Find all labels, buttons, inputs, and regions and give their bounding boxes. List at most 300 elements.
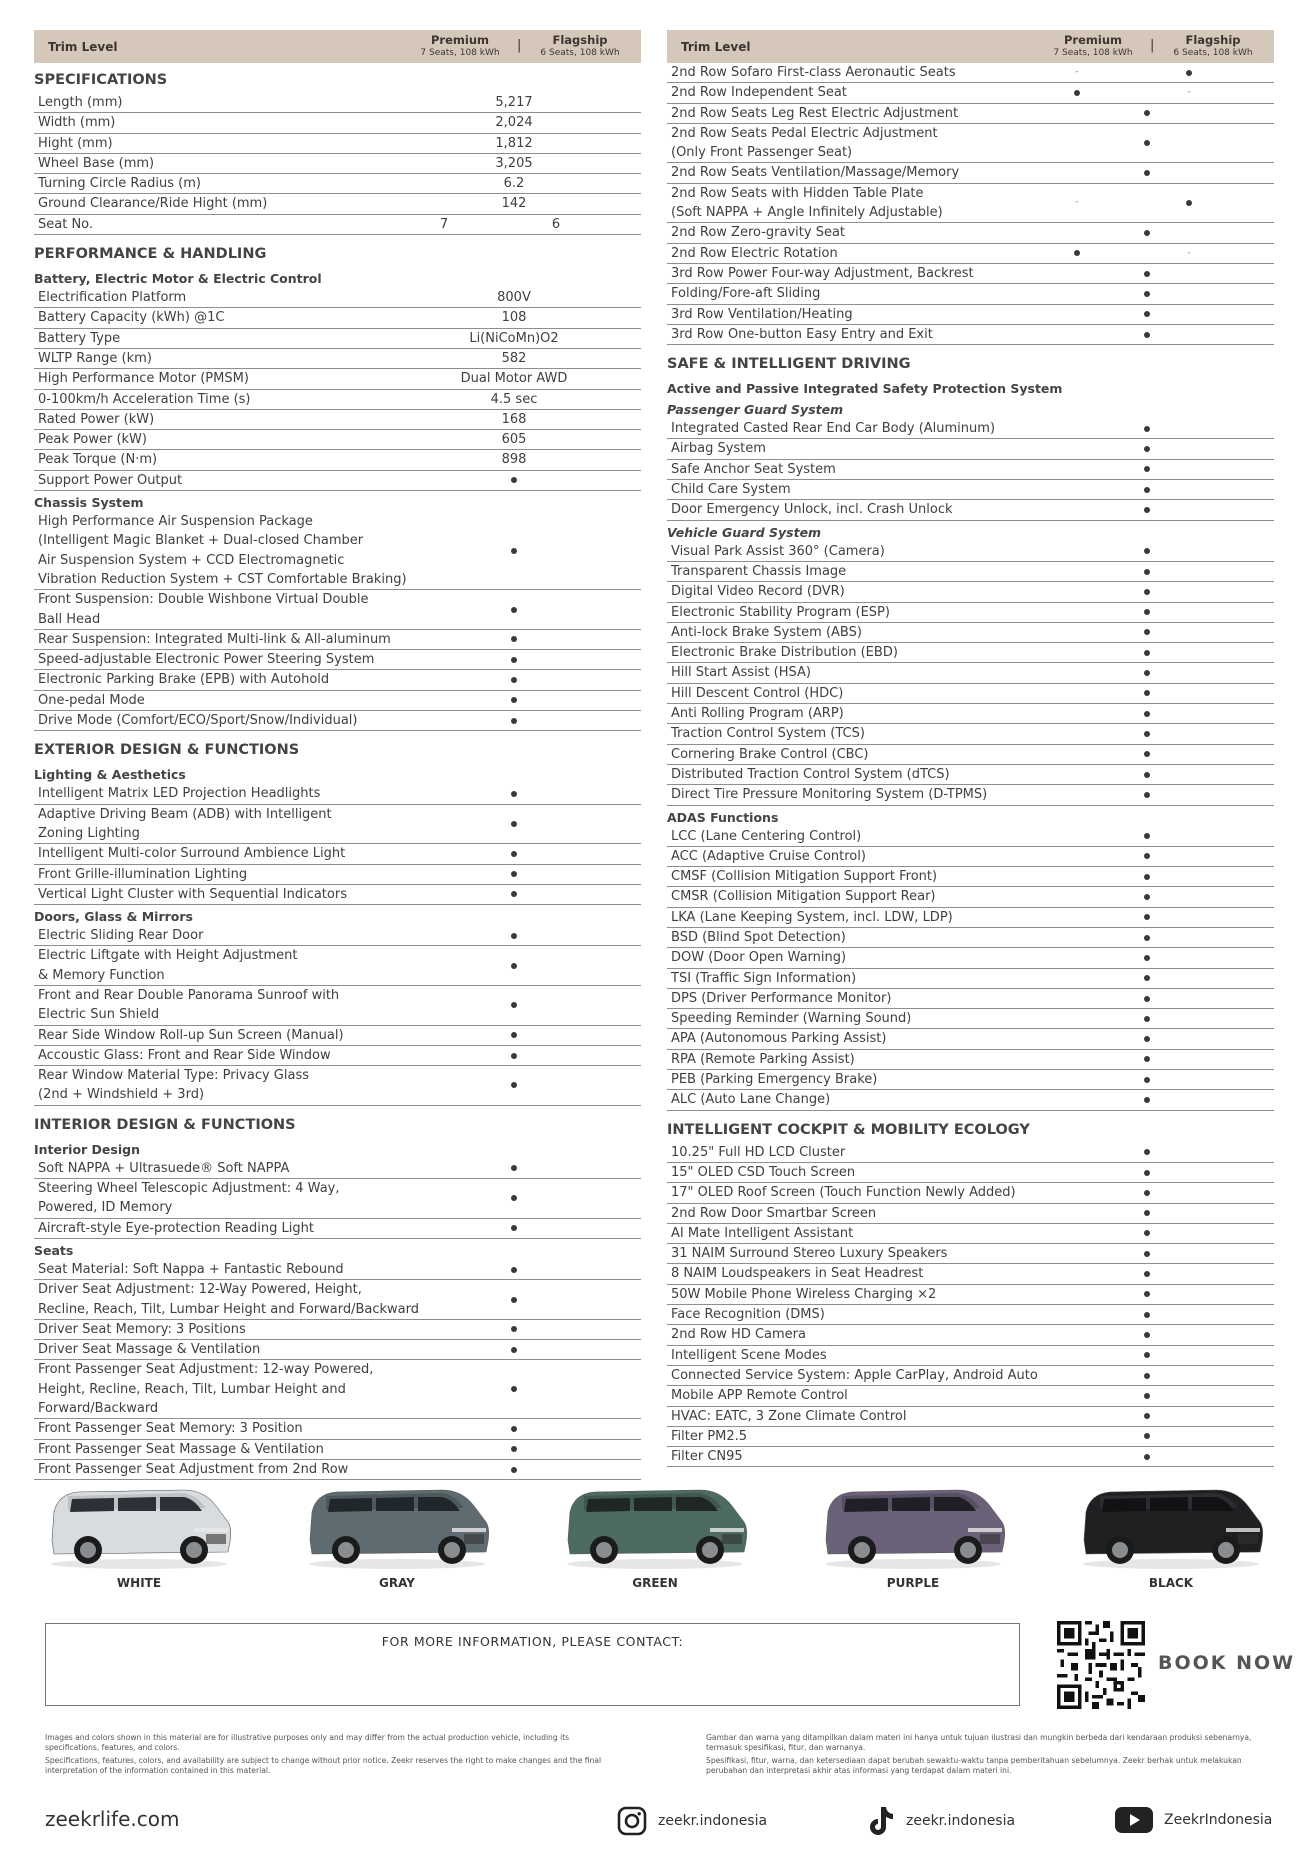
color-name: PURPLE [886, 1576, 940, 1590]
color-option-purple[interactable] [818, 1478, 1008, 1598]
spec-label: One-pedal Mode [38, 692, 145, 708]
spec-row-8-naim-loudspeakers-in-seat-headrest [667, 1264, 1274, 1284]
header-separator: | [1150, 38, 1155, 53]
dot-icon [1144, 507, 1150, 513]
spec-label: Electronic Stability Program (ESP) [671, 604, 890, 620]
spec-label: Digital Video Record (DVR) [671, 584, 845, 600]
dot-icon [511, 1165, 517, 1171]
spec-row-front-passenger-seat-adjustment-12-way-p [34, 1360, 641, 1419]
premium-value [1027, 244, 1127, 263]
spec-label: CMSF (Collision Mitigation Support Front) [671, 869, 938, 885]
spec-label: Child Care System [671, 482, 791, 498]
spec-label: Hight (mm) [38, 135, 113, 151]
car-image [560, 1478, 750, 1572]
standard-dot [1087, 1386, 1207, 1405]
disclaimer-text: Gambar dan warna yang ditampilkan dalam materi ini hanya untuk tujuan ilustrasi dan mungkin berbeda dari kendaraan produksi sebenarnya, termasuk spesifikasi, fitur, dan warnanya. [706, 1733, 1252, 1752]
spec-row-peak-torque-n-m [34, 450, 641, 470]
spec-row-0-100km-h-acceleration-time-s [34, 390, 641, 410]
spec-row-vertical-light-cluster-with-sequential-i [34, 885, 641, 905]
tiktok-link[interactable] [866, 1805, 1015, 1837]
dot-icon [1144, 271, 1150, 277]
standard-dot [1087, 1009, 1207, 1028]
spec-value: 168 [501, 411, 527, 427]
standard-dot [1087, 1427, 1207, 1446]
standard-dot [454, 691, 574, 710]
spec-row-17-oled-roof-screen-touch-function-newly [667, 1183, 1274, 1203]
standard-dot [454, 926, 574, 945]
premium-value [1027, 63, 1127, 82]
spec-row-electric-sliding-rear-door [34, 926, 641, 946]
dot-icon [511, 697, 517, 703]
spec-row-ground-clearance-ride-hight-mm [34, 194, 641, 214]
spec-row-turning-circle-radius-m [34, 174, 641, 194]
spec-row-wheel-base-mm [34, 154, 641, 174]
spec-label: 10.25" Full HD LCD Cluster [671, 1144, 846, 1160]
standard-dot [1087, 104, 1207, 123]
standard-dot [454, 1419, 574, 1438]
standard-dot [1087, 1407, 1207, 1426]
spec-row-anti-lock-brake-system-abs [667, 623, 1274, 643]
spec-label: Front Grille-illumination Lighting [38, 866, 248, 882]
premium-value [394, 215, 494, 234]
standard-dot [1087, 124, 1207, 163]
standard-dot [1087, 439, 1207, 458]
standard-dot [454, 650, 574, 669]
dot-icon [1144, 589, 1150, 595]
spec-row-speed-adjustable-electronic-power-steeri [34, 650, 641, 670]
spec-label: Distributed Traction Control System (dTCS) [671, 766, 950, 782]
premium-text: - [1075, 197, 1079, 208]
flagship-value [1139, 184, 1239, 223]
dot-icon [511, 636, 517, 642]
spec-value: 4.5 sec [490, 391, 538, 407]
spec-label: Rear Suspension: Integrated Multi-link & All-aluminum [38, 631, 391, 647]
spec-row-transparent-chassis-image [667, 562, 1274, 582]
spec-row-cornering-brake-control-cbc [667, 745, 1274, 765]
spec-label: Rear Side Window Roll-up Sun Screen (Manual) [38, 1027, 344, 1043]
trim-flagship-name: Flagship [552, 33, 608, 47]
dot-icon [1144, 446, 1150, 452]
dot-icon [1144, 1312, 1150, 1318]
color-name: GRAY [379, 1576, 415, 1590]
youtube-icon [1114, 1805, 1154, 1835]
dot-icon [1144, 1056, 1150, 1062]
subsection-title: Active and Passive Integrated Safety Protection System [667, 381, 1063, 397]
spec-row-15-oled-csd-touch-screen [667, 1163, 1274, 1183]
premium-text: 7 [439, 216, 449, 232]
spec-label: APA (Autonomous Parking Assist) [671, 1031, 887, 1047]
spec-row-2nd-row-hd-camera [667, 1325, 1274, 1345]
dot-icon [1074, 250, 1080, 256]
spec-row-front-passenger-seat-massage-ventilation [34, 1440, 641, 1460]
standard-dot [454, 1320, 574, 1339]
standard-dot [454, 946, 574, 985]
spec-row-high-performance-air-suspension-package- [34, 512, 641, 590]
spec-row-tsi-traffic-sign-information [667, 969, 1274, 989]
website-link[interactable]: zeekrlife.com [45, 1807, 180, 1831]
dot-icon [1144, 110, 1150, 116]
spec-label: LCC (Lane Centering Control) [671, 828, 862, 844]
spec-label: Hill Descent Control (HDC) [671, 685, 844, 701]
spec-row-width-mm [34, 113, 641, 133]
spec-label: Steering Wheel Telescopic Adjustment: 4 Way, Powered, ID Memory [38, 1181, 340, 1216]
dot-icon [1144, 332, 1150, 338]
spec-label: 2nd Row Sofaro First-class Aeronautic Seats [671, 65, 956, 80]
spec-row-peb-parking-emergency-brake [667, 1070, 1274, 1090]
standard-dot [1087, 623, 1207, 642]
standard-dot [454, 1440, 574, 1459]
spec-label: Rear Window Material Type: Privacy Glass (2nd + Windshield + 3rd) [38, 1068, 309, 1103]
dot-icon [511, 1297, 517, 1303]
disclaimer-text: Specifications, features, colors, and availability are subject to change without prior notice. Zeekr reserves the right to make changes and the final interpretation of the information contained in this material. [45, 1756, 602, 1775]
dot-icon [1144, 1251, 1150, 1257]
spec-row-dps-driver-performance-monitor [667, 989, 1274, 1009]
dot-icon [1144, 1332, 1150, 1338]
spec-label: Front Passenger Seat Massage & Ventilation [38, 1441, 324, 1457]
dot-icon [1144, 1170, 1150, 1176]
premium-value [1027, 83, 1127, 102]
standard-dot [1087, 1070, 1207, 1089]
spec-row-direct-tire-pressure-monitoring-system-d [667, 785, 1274, 805]
spec-label: Driver Seat Adjustment: 12-Way Powered, Height, Recline, Reach, Tilt, Lumbar Height and Forward/Backward [38, 1282, 420, 1317]
dot-icon [511, 1347, 517, 1353]
spec-row-seat-material-soft-nappa-fantastic-rebou [34, 1260, 641, 1280]
spec-label: LKA (Lane Keeping System, incl. LDW, LDP) [671, 909, 953, 925]
dot-icon [1144, 609, 1150, 615]
dot-icon [511, 1446, 517, 1452]
standard-dot [1087, 562, 1207, 581]
dot-icon [511, 657, 517, 663]
spec-row-rear-suspension-integrated-multi-link-al [34, 630, 641, 650]
spec-label: Seat Material: Soft Nappa + Fantastic Rebound [38, 1261, 344, 1277]
spec-row-dow-door-open-warning [667, 948, 1274, 968]
spec-row-cmsf-collision-mitigation-support-front [667, 867, 1274, 887]
dot-icon [511, 1467, 517, 1473]
dot-icon [511, 477, 517, 483]
spec-row-hill-descent-control-hdc [667, 684, 1274, 704]
trim-premium-name: Premium [431, 33, 489, 47]
standard-dot [1087, 663, 1207, 682]
contact-label: FOR MORE INFORMATION, PLEASE CONTACT: [381, 1634, 684, 1649]
spec-label: High Performance Motor (PMSM) [38, 371, 249, 387]
qr-code[interactable] [1057, 1621, 1145, 1709]
instagram-handle: zeekr.indonesia [658, 1813, 768, 1829]
dot-icon [1144, 1016, 1150, 1022]
spec-value: 3,205 [495, 155, 533, 171]
standard-dot [454, 1046, 574, 1065]
spec-row-front-grille-illumination-lighting [34, 865, 641, 885]
subsection-title: ADAS Functions [667, 809, 779, 825]
section-title: INTELLIGENT COCKPIT & MOBILITY ECOLOGY [667, 1121, 1030, 1138]
spec-label: Aircraft-style Eye-protection Reading Light [38, 1220, 314, 1236]
dot-icon [511, 1002, 517, 1008]
spec-label: Accoustic Glass: Front and Rear Side Window [38, 1047, 331, 1063]
spec-row-safe-anchor-seat-system [667, 460, 1274, 480]
spec-label: 8 NAIM Loudspeakers in Seat Headrest [671, 1266, 924, 1282]
spec-row-acc-adaptive-cruise-control [667, 847, 1274, 867]
book-now-button[interactable]: BOOK NOW [1158, 1652, 1296, 1674]
dot-icon [1144, 1413, 1150, 1419]
standard-dot [1087, 264, 1207, 283]
dot-icon [1144, 569, 1150, 575]
spec-label: Peak Torque (N·m) [38, 452, 158, 468]
dot-icon [1144, 140, 1150, 146]
footer [0, 1805, 1310, 1841]
spec-label: Length (mm) [38, 95, 123, 110]
spec-row-hight-mm [34, 134, 641, 154]
spec-row-aircraft-style-eye-protection-reading-li [34, 1219, 641, 1239]
dot-icon [1144, 874, 1150, 880]
tiktok-handle: zeekr.indonesia [906, 1813, 1016, 1829]
spec-rows-left [34, 63, 641, 1480]
spec-row-high-performance-motor-pmsm [34, 369, 641, 389]
standard-dot [1087, 1204, 1207, 1223]
spec-label: 50W Mobile Phone Wireless Charging ×2 [671, 1286, 937, 1302]
spec-label: 31 NAIM Surround Stereo Luxury Speakers [671, 1246, 948, 1262]
dot-icon [511, 1082, 517, 1088]
standard-dot [1087, 724, 1207, 743]
dot-icon [511, 791, 517, 797]
standard-dot [1087, 1224, 1207, 1243]
spec-label: Driver Seat Memory: 3 Positions [38, 1321, 246, 1337]
standard-dot [1087, 887, 1207, 906]
dot-icon [511, 1386, 517, 1392]
car-image [302, 1478, 492, 1572]
spec-row-filter-cn95 [667, 1447, 1274, 1467]
spec-row-front-passenger-seat-memory-3-position [34, 1419, 641, 1439]
spec-label: 2nd Row Door Smartbar Screen [671, 1205, 877, 1221]
spec-row-wltp-range-km [34, 349, 641, 369]
spec-row-intelligent-scene-modes [667, 1346, 1274, 1366]
dot-icon [511, 1326, 517, 1332]
spec-row-accoustic-glass-front-and-rear-side-wind [34, 1046, 641, 1066]
spec-label: Battery Type [38, 330, 121, 346]
disclaimer-text: Spesifikasi, fitur, warna, dan ketersediaan dapat berubah sewaktu-waktu tanpa pemberitahuan sebelumnya. Zeekr berhak untuk melakukan perubahan dan interpretasi akhir atas informasi yang terdapat dalam materi ini. [706, 1756, 1242, 1775]
spec-table-right [667, 30, 1274, 1467]
spec-label: 2nd Row Zero-gravity Seat [671, 225, 846, 241]
spec-label: Front Passenger Seat Adjustment: 12-way Powered, Height, Recline, Reach, Tilt, Lumbar Height and Forward/Backward [38, 1362, 374, 1417]
spec-label: High Performance Air Suspension Package (Intelligent Magic Blanket + Dual-closed Chamber Air Suspension System + CCD Electromagnetic Vibration Reduction System + CST Comfortable Braking) [38, 514, 407, 587]
spec-row-2nd-row-seats-ventilation-massage-memory [667, 163, 1274, 183]
spec-row-front-and-rear-double-panorama-sunroof-w [34, 986, 641, 1026]
flagship-text: - [1187, 247, 1191, 258]
spec-label: Vertical Light Cluster with Sequential Indicators [38, 886, 347, 902]
color-name: WHITE [116, 1576, 162, 1590]
dot-icon [1144, 487, 1150, 493]
standard-dot [454, 1066, 574, 1105]
dot-icon [511, 933, 517, 939]
youtube-link[interactable] [1114, 1805, 1272, 1835]
dot-icon [1144, 1373, 1150, 1379]
standard-dot [1087, 969, 1207, 988]
standard-dot [1087, 928, 1207, 947]
dot-icon [1144, 975, 1150, 981]
table-header [667, 30, 1274, 63]
standard-dot [1087, 1183, 1207, 1202]
spec-row-3rd-row-one-button-easy-entry-and-exit [667, 325, 1274, 345]
trim-flagship-detail: 6 Seats, 108 kWh [1173, 48, 1253, 58]
spec-label: 2nd Row HD Camera [671, 1327, 806, 1343]
standard-dot [454, 1159, 574, 1178]
spec-row-driver-seat-memory-3-positions [34, 1320, 641, 1340]
spec-label: 3rd Row Ventilation/Heating [671, 306, 853, 322]
spec-rows-right [667, 63, 1274, 1467]
instagram-link[interactable] [616, 1805, 767, 1837]
spec-label: Airbag System [671, 441, 766, 457]
dot-icon [511, 677, 517, 683]
flagship-text: 6 [551, 216, 561, 232]
dot-icon [511, 1426, 517, 1432]
standard-dot [1087, 908, 1207, 927]
spec-value: 1,812 [495, 135, 533, 151]
spec-row-electronic-stability-program-esp [667, 603, 1274, 623]
header-separator: | [517, 38, 522, 53]
spec-label: Drive Mode (Comfort/ECO/Sport/Snow/Individual) [38, 713, 358, 729]
spec-label: Intelligent Matrix LED Projection Headlights [38, 786, 321, 802]
spec-row-speeding-reminder-warning-sound [667, 1009, 1274, 1029]
dot-icon [511, 1195, 517, 1201]
dot-icon [1144, 853, 1150, 859]
spec-row-electronic-brake-distribution-ebd [667, 643, 1274, 663]
standard-dot [1087, 1325, 1207, 1344]
dot-icon [1144, 731, 1150, 737]
spec-row-filter-pm2-5 [667, 1427, 1274, 1447]
spec-label: Anti-lock Brake System (ABS) [671, 624, 862, 640]
premium-text: - [1075, 67, 1079, 77]
standard-dot [1087, 867, 1207, 886]
standard-dot [1087, 1244, 1207, 1263]
standard-dot [1087, 582, 1207, 601]
spec-label: Filter PM2.5 [671, 1428, 748, 1444]
standard-dot [1087, 1264, 1207, 1283]
dot-icon [1144, 792, 1150, 798]
spec-label: Seat No. [38, 216, 94, 232]
spec-row-3rd-row-ventilation-heating [667, 305, 1274, 325]
trim-flagship-detail: 6 Seats, 108 kWh [540, 48, 620, 58]
spec-label: 0-100km/h Acceleration Time (s) [38, 391, 251, 407]
flagship-text: - [1187, 87, 1191, 98]
spec-row-driver-seat-adjustment-12-way-powered-he [34, 1280, 641, 1320]
dot-icon [1144, 772, 1150, 778]
dot-icon [1144, 690, 1150, 696]
spec-row-lka-lane-keeping-system-incl-ldw-ldp [667, 908, 1274, 928]
standard-dot [1087, 704, 1207, 723]
instagram-icon [616, 1805, 648, 1837]
spec-row-rear-window-material-type-privacy-glass- [34, 1066, 641, 1106]
subsection-title: Chassis System [34, 495, 144, 511]
section-title: SAFE & INTELLIGENT DRIVING [667, 356, 911, 373]
spec-row-battery-type [34, 329, 641, 349]
dot-icon [1144, 1454, 1150, 1460]
spec-row-digital-video-record-dvr [667, 582, 1274, 602]
standard-dot [1087, 500, 1207, 519]
car-image [818, 1478, 1008, 1572]
trim-premium-detail: 7 Seats, 108 kWh [420, 48, 500, 58]
spec-row-electronic-parking-brake-epb-with-autoho [34, 670, 641, 690]
spec-label: ALC (Auto Lane Change) [671, 1092, 831, 1108]
standard-dot [1087, 1029, 1207, 1048]
spec-row-2nd-row-seats-with-hidden-table-plate-so [667, 184, 1274, 224]
spec-label: 2nd Row Seats with Hidden Table Plate (Soft NAPPA + Angle Infinitely Adjustable) [671, 185, 943, 221]
spec-value: 2,024 [495, 115, 533, 131]
standard-dot [1087, 542, 1207, 561]
spec-row-mobile-app-remote-control [667, 1386, 1274, 1406]
color-option-green[interactable] [560, 1478, 750, 1598]
dot-icon [1144, 711, 1150, 717]
standard-dot [454, 1219, 574, 1238]
spec-value: 108 [501, 310, 527, 326]
flagship-value [1139, 63, 1239, 82]
color-option-white[interactable] [44, 1478, 234, 1598]
standard-dot [1087, 1050, 1207, 1069]
spec-label: DOW (Door Open Warning) [671, 950, 847, 966]
subsection-title: Lighting & Aesthetics [34, 767, 186, 783]
dot-icon [1144, 833, 1150, 839]
section-title: SPECIFICATIONS [34, 72, 168, 88]
standard-dot [1087, 1143, 1207, 1162]
dot-icon [511, 1225, 517, 1231]
spec-row-distributed-traction-control-system-dtcs [667, 765, 1274, 785]
disclaimer-text: Images and colors shown in this material are for illustrative purposes only and may differ from the actual production vehicle, including its specifications, features, and colors. [45, 1733, 570, 1752]
dot-icon [511, 1053, 517, 1059]
spec-label: 2nd Row Electric Rotation [671, 245, 838, 261]
dot-icon [1144, 311, 1150, 317]
spec-label: Electric Liftgate with Height Adjustment & Memory Function [38, 948, 298, 983]
spec-table-left [34, 30, 641, 1480]
spec-row-front-suspension-double-wishbone-virtual [34, 590, 641, 630]
standard-dot [454, 1260, 574, 1279]
trim-premium [410, 33, 510, 59]
color-option-gray[interactable] [302, 1478, 492, 1598]
spec-label: ACC (Adaptive Cruise Control) [671, 848, 866, 864]
spec-label: Hill Start Assist (HSA) [671, 665, 811, 681]
trim-level-label: Trim Level [681, 40, 751, 54]
spec-label: Wheel Base (mm) [38, 155, 155, 171]
standard-dot [454, 1026, 574, 1045]
spec-row-lcc-lane-centering-control [667, 827, 1274, 847]
spec-row-cmsr-collision-mitigation-support-rear [667, 887, 1274, 907]
spec-value: Dual Motor AWD [460, 371, 568, 387]
color-options [0, 1478, 1310, 1598]
standard-dot [1087, 1366, 1207, 1385]
spec-label: Cornering Brake Control (CBC) [671, 746, 869, 762]
color-option-black[interactable] [1076, 1478, 1266, 1598]
section-title: PERFORMANCE & HANDLING [34, 246, 267, 263]
dot-icon [1144, 466, 1150, 472]
spec-label: Electrification Platform [38, 290, 187, 306]
standard-dot [454, 471, 574, 490]
color-name: GREEN [632, 1576, 678, 1590]
spec-row-battery-capacity-kwh-1c [34, 308, 641, 328]
dot-icon [1144, 1291, 1150, 1297]
dot-icon [511, 891, 517, 897]
dot-icon [1144, 751, 1150, 757]
standard-dot [1087, 460, 1207, 479]
spec-label: Battery Capacity (kWh) @1C [38, 310, 225, 326]
dot-icon [1144, 1190, 1150, 1196]
spec-label: Intelligent Multi-color Surround Ambience Light [38, 846, 346, 862]
section-title: INTERIOR DESIGN & FUNCTIONS [34, 1116, 296, 1133]
flagship-value [1139, 83, 1239, 102]
spec-row-rear-side-window-roll-up-sun-screen-manu [34, 1026, 641, 1046]
spec-label: Front and Rear Double Panorama Sunroof with Electric Sun Shield [38, 987, 340, 1023]
spec-row-50w-mobile-phone-wireless-charging-2 [667, 1285, 1274, 1305]
spec-value: 800V [497, 290, 531, 306]
spec-row-rated-power-kw [34, 410, 641, 430]
standard-dot [454, 865, 574, 884]
spec-label: 2nd Row Seats Pedal Electric Adjustment (Only Front Passenger Seat) [671, 125, 938, 161]
spec-label: Electronic Parking Brake (EPB) with Autohold [38, 672, 330, 688]
